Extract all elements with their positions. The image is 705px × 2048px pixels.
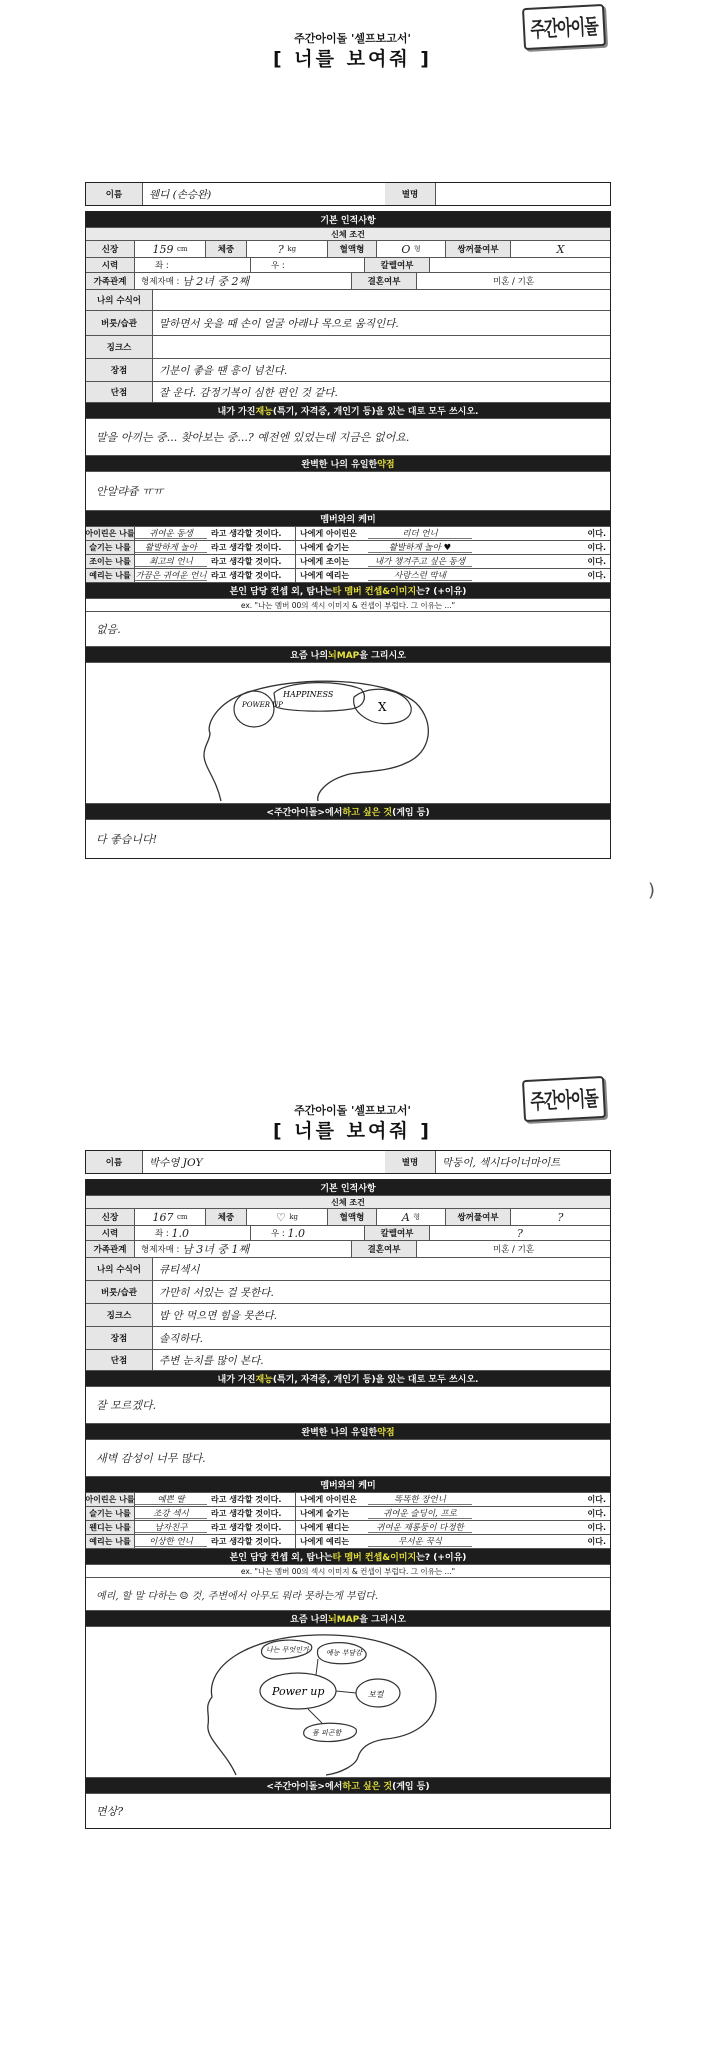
weakness-value: 새벽 감성이 너무 많다. bbox=[86, 1440, 610, 1477]
blood-label: 혈액형 bbox=[328, 1209, 377, 1225]
dimple-label: 쌍꺼풀여부 bbox=[446, 241, 511, 257]
merit-label: 장점 bbox=[86, 1327, 153, 1349]
weight-field: ? kg bbox=[247, 241, 328, 257]
brain-word-5: 몸 피곤함 bbox=[312, 1729, 342, 1737]
dimple-label: 쌍꺼풀여부 bbox=[446, 1209, 511, 1225]
talent-value: 잘 모르겠다. bbox=[86, 1387, 610, 1424]
chemistry-row bbox=[86, 527, 610, 541]
modifier-label: 나의 수식어 bbox=[86, 1258, 153, 1280]
chem-value-2: 귀여운 재롱둥이 다정한 bbox=[368, 1522, 472, 1533]
report-sheet-1 bbox=[0, 0, 705, 1000]
other-concept-header: 본인 담당 컨셉 외, 탐나는 타 멤버 컨셉&이미지 는? (+이유) bbox=[86, 583, 610, 599]
sight-right: 우 : 1.0 bbox=[251, 1226, 365, 1240]
chemistry-header: 멤버와의 케미 bbox=[86, 1477, 610, 1493]
crutch-label: 칼렐여부 bbox=[365, 258, 430, 272]
flaw-value: 잘 운다. 감정기복이 심한 편인 것 같다. bbox=[159, 386, 338, 399]
blood-field: A 형 bbox=[377, 1209, 446, 1225]
weight-field: ♡ kg bbox=[247, 1209, 328, 1225]
form-title: [ 너를 보여줘 ] bbox=[273, 48, 432, 70]
form-subtitle: 주간아이돌 '셀프보고서' bbox=[294, 32, 411, 45]
brain-word-4: 보컬 bbox=[368, 1690, 384, 1699]
flaw-value: 주변 눈치를 많이 본다. bbox=[159, 1354, 264, 1367]
height-field: 159 cm bbox=[135, 241, 206, 257]
jinx-value bbox=[153, 336, 610, 358]
basic-info-form bbox=[85, 211, 611, 859]
crutch-value: ? bbox=[517, 1226, 523, 1240]
habit-label: 버릇/습관 bbox=[86, 311, 153, 335]
crutch-label: 칼렐여부 bbox=[365, 1226, 430, 1240]
jinx-label: 징크스 bbox=[86, 336, 153, 358]
wish-value: 면상? bbox=[96, 1805, 124, 1818]
weakness-value: 안알랴쥼 ㅠㅠ bbox=[86, 472, 610, 511]
family-field: 형제자매 : 남 3녀 중 1째 bbox=[135, 1241, 352, 1257]
chem-value-2: 귀여운 슬딩이, 프로 bbox=[368, 1508, 472, 1519]
weakness-header: 완벽한 나의 유일한 약점 bbox=[86, 1424, 610, 1440]
other-concept-value: 예리, 할 말 다하는 ☺ 것, 주변에서 아무도 뭐라 못하는게 부럽다. bbox=[86, 1578, 610, 1611]
weight-label: 체중 bbox=[206, 1209, 247, 1225]
chem-member-label: 웬디는 나를 bbox=[86, 1521, 135, 1534]
chem-value: 조강 섹시 bbox=[135, 1508, 207, 1519]
chem-value-2: 무서운 꾹식 bbox=[368, 1536, 472, 1547]
other-concept-note: ex. "나는 멤버 00의 섹시 이미지 & 컨셉이 부럽다. 그 이유는 ..." bbox=[86, 1565, 610, 1578]
marriage-label: 결혼여부 bbox=[352, 273, 417, 289]
chem-member-label: 예리는 나를 bbox=[86, 1535, 135, 1548]
chem-value: 귀여운 동생 bbox=[135, 528, 207, 539]
chem-member-label: 아이린은 나를 bbox=[85, 1495, 135, 1504]
nickname-value bbox=[436, 183, 610, 205]
jinx-label: 징크스 bbox=[86, 1304, 153, 1326]
form-title: [ 너를 보여줘 ] bbox=[273, 1120, 432, 1142]
merit-label: 장점 bbox=[86, 359, 153, 381]
merit-value: 기분이 좋을 땐 흥이 넘친다. bbox=[159, 364, 288, 377]
chem-member-label-2: 나에게 조이는 bbox=[300, 557, 350, 566]
chem-value: 예쁜 딸 bbox=[135, 1494, 207, 1505]
other-concept-header: 본인 담당 컨셉 외, 탐나는 타 멤버 컨셉&이미지 는? (+이유) bbox=[86, 1549, 610, 1565]
dimple-value: X bbox=[556, 242, 565, 256]
chem-value: 활발하게 놀아 bbox=[135, 542, 207, 553]
chem-member-label-2: 나에게 예리는 bbox=[300, 571, 350, 580]
body-header: 신체 조건 bbox=[86, 1196, 610, 1209]
chem-member-label-2: 나에게 아이린은 bbox=[300, 529, 357, 538]
habit-value: 말하면서 웃을 때 손이 얼굴 아래나 목으로 움직인다. bbox=[159, 317, 399, 330]
chem-member-label: 조이는 나를 bbox=[86, 555, 135, 568]
sight-label: 시력 bbox=[86, 258, 135, 272]
chem-suffix: 라고 생각할 것이다. bbox=[207, 1507, 296, 1520]
brain-word-power-up: POWER UP bbox=[242, 701, 283, 709]
chem-member-label: 예리는 나를 bbox=[86, 569, 135, 582]
chem-end: 이다. bbox=[587, 557, 606, 566]
report-form bbox=[85, 1150, 611, 1174]
brain-map-drawing bbox=[86, 663, 610, 804]
name-value: 박수영 JOY bbox=[149, 1156, 203, 1169]
report-form bbox=[85, 182, 611, 206]
brain-map-header: 요즘 나의 뇌MAP 을 그리시오 bbox=[86, 647, 610, 663]
chemistry-row bbox=[86, 1535, 610, 1549]
chem-member-label-2: 나에게 슬기는 bbox=[300, 543, 350, 552]
brain-word-1: 나는 무엇인가 bbox=[266, 1646, 309, 1654]
chem-end: 이다. bbox=[587, 1495, 606, 1504]
wish-header: <주간아이돌>에서 하고 싶은 것 (게임 등) bbox=[86, 1778, 610, 1794]
chemistry-row bbox=[86, 541, 610, 555]
height-label: 신장 bbox=[86, 1209, 135, 1225]
chem-value: 가끔은 귀여운 언니 bbox=[135, 571, 207, 581]
family-label: 가족관계 bbox=[86, 1241, 135, 1257]
other-concept-note: ex. "나는 멤버 00의 섹시 이미지 & 컨셉이 부럽다. 그 이유는 ..." bbox=[86, 599, 610, 612]
chem-value-2: 똑똑한 장언니 bbox=[368, 1494, 472, 1505]
weekly-idol-logo: 주간아이돌 bbox=[522, 4, 606, 50]
modifier-value: 큐티섹시 bbox=[159, 1263, 200, 1276]
talent-header: 내가 가진 재능 (특기, 자격증, 개인기 등)을 있는 대로 모두 쓰시오. bbox=[86, 1371, 610, 1387]
dimple-value: ? bbox=[557, 1210, 564, 1224]
chem-value: 남자친구 bbox=[135, 1522, 207, 1533]
merit-value: 솔직하다. bbox=[159, 1332, 203, 1345]
height-field: 167 cm bbox=[135, 1209, 206, 1225]
chem-member-label: 슬기는 나를 bbox=[86, 1507, 135, 1520]
chem-suffix: 라고 생각할 것이다. bbox=[207, 1521, 296, 1534]
brain-word-3: Power up bbox=[272, 1685, 325, 1698]
nickname-value: 막둥이, 섹시다이너마이트 bbox=[442, 1156, 561, 1169]
brain-map-svg bbox=[86, 1627, 608, 1777]
weekly-idol-logo: 주간아이돌 bbox=[522, 1076, 606, 1122]
talent-value: 말을 아끼는 중... 찾아보는 중...? 예전엔 있었는데 지금은 없어요. bbox=[86, 419, 610, 456]
chem-value-2: 리더 언니 bbox=[368, 528, 472, 539]
habit-value: 가만히 서있는 걸 못한다. bbox=[159, 1286, 274, 1299]
basic-info-form bbox=[85, 1179, 611, 1829]
chem-value-2: 활발하게 놀아 ♥ bbox=[368, 542, 472, 553]
chem-member-label: 슬기는 나를 bbox=[86, 541, 135, 554]
brain-map-svg bbox=[86, 663, 608, 803]
other-concept-value: 없음. bbox=[86, 612, 610, 647]
chemistry-header: 멤버와의 케미 bbox=[86, 511, 610, 527]
chemistry-row bbox=[86, 1521, 610, 1535]
chem-value: 최고의 언니 bbox=[135, 556, 207, 567]
chem-suffix: 라고 생각할 것이다. bbox=[207, 1535, 296, 1548]
report-sheet-2 bbox=[0, 1030, 705, 2030]
weakness-header: 완벽한 나의 유일한 약점 bbox=[86, 456, 610, 472]
chemistry-row bbox=[86, 1507, 610, 1521]
brain-map-drawing bbox=[86, 1627, 610, 1778]
brain-map-header: 요즘 나의 뇌MAP 을 그리시오 bbox=[86, 1611, 610, 1627]
marriage-label: 결혼여부 bbox=[352, 1241, 417, 1257]
chemistry-row bbox=[86, 1493, 610, 1507]
height-label: 신장 bbox=[86, 241, 135, 257]
chem-suffix: 라고 생각할 것이다. bbox=[207, 1493, 296, 1506]
modifier-label: 나의 수식어 bbox=[86, 290, 153, 310]
sight-right: 우 : bbox=[251, 258, 365, 272]
chem-suffix: 라고 생각할 것이다. bbox=[207, 569, 296, 582]
name-label: 이름 bbox=[86, 183, 143, 205]
wish-header: <주간아이돌>에서 하고 싶은 것 (게임 등) bbox=[86, 804, 610, 820]
modifier-value bbox=[153, 290, 610, 310]
chem-member-label-2: 나에게 아이린은 bbox=[300, 1495, 357, 1504]
flaw-label: 단점 bbox=[86, 382, 153, 402]
chemistry-row bbox=[86, 569, 610, 583]
brain-word-happiness: HAPPINESS bbox=[283, 690, 334, 699]
talent-header: 내가 가진 재능 (특기, 자격증, 개인기 등)을 있는 대로 모두 쓰시오. bbox=[86, 403, 610, 419]
basic-info-header: 기본 인적사항 bbox=[86, 212, 610, 228]
name-value: 웬디 (손승완) bbox=[149, 188, 212, 201]
family-label: 가족관계 bbox=[86, 273, 135, 289]
chem-end: 이다. bbox=[587, 571, 606, 580]
jinx-value: 밥 안 먹으면 힘을 못쓴다. bbox=[159, 1309, 278, 1322]
sight-left: 좌 : 1.0 bbox=[135, 1226, 251, 1240]
chem-suffix: 라고 생각할 것이다. bbox=[207, 527, 296, 540]
chem-end: 이다. bbox=[587, 543, 606, 552]
name-label: 이름 bbox=[86, 1151, 143, 1173]
blood-field: O 형 bbox=[377, 241, 446, 257]
body-header: 신체 조건 bbox=[86, 228, 610, 241]
chemistry-table bbox=[86, 527, 610, 583]
chem-end: 이다. bbox=[587, 1509, 606, 1518]
sight-label: 시력 bbox=[86, 1226, 135, 1240]
chem-value-2: 내가 챙겨주고 싶은 동생 bbox=[368, 556, 472, 567]
chem-end: 이다. bbox=[587, 1523, 606, 1532]
blood-label: 혈액형 bbox=[328, 241, 377, 257]
form-subtitle: 주간아이돌 '셀프보고서' bbox=[294, 1104, 411, 1117]
nickname-label: 별명 bbox=[385, 1151, 436, 1173]
chemistry-table bbox=[86, 1493, 610, 1549]
weight-label: 체중 bbox=[206, 241, 247, 257]
nickname-label: 별명 bbox=[385, 183, 436, 205]
chem-end: 이다. bbox=[587, 529, 606, 538]
wish-value: 다 좋습니다! bbox=[96, 833, 158, 846]
crutch-value bbox=[430, 258, 610, 272]
flaw-label: 단점 bbox=[86, 1350, 153, 1370]
chem-value-2: 사랑스런 막내 bbox=[368, 570, 472, 581]
chem-end: 이다. bbox=[587, 1537, 606, 1546]
basic-info-header: 기본 인적사항 bbox=[86, 1180, 610, 1196]
marriage-value: 미혼 / 기혼 bbox=[492, 277, 535, 287]
sight-left: 좌 : bbox=[135, 258, 251, 272]
chem-member-label-2: 나에게 슬기는 bbox=[300, 1509, 350, 1518]
chem-member-label-2: 나에게 예리는 bbox=[300, 1537, 350, 1546]
brain-word-x: X bbox=[378, 700, 387, 714]
chemistry-row bbox=[86, 555, 610, 569]
marriage-value: 미혼 / 기혼 bbox=[492, 1245, 535, 1255]
chem-member-label: 아이린은 나를 bbox=[85, 529, 135, 538]
brain-word-2: 예능 부담감 bbox=[326, 1649, 363, 1657]
page-edge-mark: ) bbox=[647, 880, 655, 901]
chem-suffix: 라고 생각할 것이다. bbox=[207, 541, 296, 554]
family-field: 형제자매 : 남 2녀 중 2째 bbox=[135, 273, 352, 289]
chem-value: 이상한 언니 bbox=[135, 1536, 207, 1547]
chem-member-label-2: 나에게 웬디는 bbox=[300, 1523, 350, 1532]
habit-label: 버릇/습관 bbox=[86, 1281, 153, 1303]
chem-suffix: 라고 생각할 것이다. bbox=[207, 555, 296, 568]
